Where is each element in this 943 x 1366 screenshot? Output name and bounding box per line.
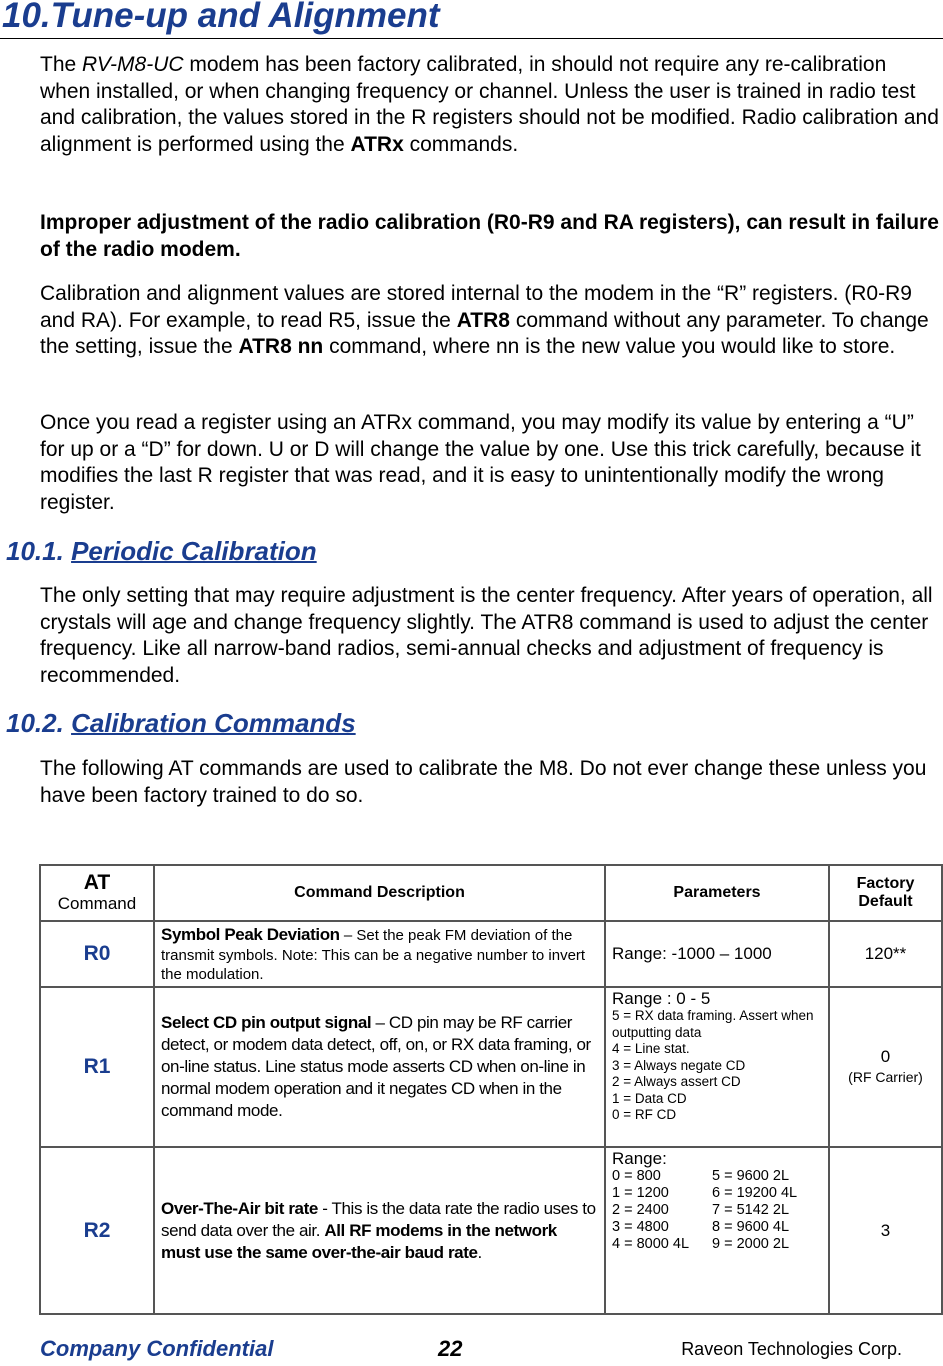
at-command: R1 [40, 987, 154, 1147]
commands-heading: 10.2. Calibration Commands [6, 708, 356, 738]
parameters: Range: 0 = 800 5 = 9600 2L 1 = 1200 6 = 19200 4L 2 = 2400 7 = 5142 2L 3 = 4800 8 = 9600 4L 4 = 8000 4L 9 = 2000 2L [605, 1147, 829, 1314]
periodic-paragraph: The only setting that may require adjustment is the center frequency. After years of operation, all crystals will age and change frequency slightly. The ATR8 command is used to adjust the center frequency. Like all narrow-band radios, semi-annual checks and adjustment of frequency is recommended. [40, 584, 933, 687]
footer-company: Raveon Technologies Corp. [681, 1339, 902, 1359]
table-row [40, 987, 942, 1147]
header-at: AT Command [40, 865, 154, 921]
command-description: Select CD pin output signal – CD pin may be RF carrier detect, or modem data detect, off, on, or RX data framing, or on-line status. Line status mode asserts CD when on-line in normal modem operation and it negates CD when in the command mode. [154, 987, 605, 1147]
table-row [40, 1147, 942, 1314]
calibration-table [39, 864, 943, 1315]
factory-default: 120** [829, 921, 942, 987]
register-paragraph: Calibration and alignment values are stored internal to the modem in the “R” registers. (R0-R9 and RA). For example, to read R5, issue the ATR8 command without any parameter. To change the setting, issue the ATR8 nn command, where nn is the new value you would like to store. [40, 282, 929, 358]
periodic-heading: 10.1. Periodic Calibration [6, 536, 317, 566]
footer-confidential: Company Confidential [40, 1336, 274, 1361]
updown-paragraph: Once you read a register using an ATRx command, you may modify its value by entering a “U” for up or a “D” for down. U or D will change the value by one. Use this trick carefully, because it modifies the last R register that was read, and it is easy to unintentionally modify the wrong register. [40, 411, 921, 514]
header-parameters: Parameters [605, 865, 829, 921]
section-heading: 10.Tune-up and Alignment [2, 0, 440, 35]
rate-list: 0 = 800 5 = 9600 2L 1 = 1200 6 = 19200 4L 2 = 2400 7 = 5142 2L 3 = 4800 8 = 9600 4L 4 = 8000 4L 9 = 2000 2L [612, 1168, 798, 1252]
at-command: R2 [40, 1147, 154, 1314]
page-footer [40, 1336, 902, 1366]
commands-paragraph: The following AT commands are used to calibrate the M8. Do not ever change these unless you have been factory trained to do so. [40, 757, 927, 807]
table-row [40, 921, 942, 987]
warning-paragraph: Improper adjustment of the radio calibration (R0-R9 and RA registers), can result in failure of the radio modem. [40, 211, 939, 261]
header-default: Factory Default [829, 865, 942, 921]
factory-default: 0 (RF Carrier) [829, 987, 942, 1147]
page-number: 22 [438, 1336, 463, 1361]
heading-rule [0, 38, 943, 39]
header-description: Command Description [154, 865, 605, 921]
at-command: R0 [40, 921, 154, 987]
factory-default: 3 [829, 1147, 942, 1314]
parameters: Range : 0 - 5 5 = RX data framing. Assert when outputting data 4 = Line stat. 3 = Always negate CD 2 = Always assert CD 1 = Data CD 0 = RF CD [605, 987, 829, 1147]
command-description: Over-The-Air bit rate - This is the data rate the radio uses to send data over the air. All RF modems in the network must use the same over-the-air baud rate. [154, 1147, 605, 1314]
table-header-row [40, 865, 942, 921]
intro-paragraph: The RV-M8-UC modem has been factory calibrated, in should not require any re-calibration when installed, or when changing frequency or channel. Unless the user is trained in radio test and calibration, the values stored in the R registers should not be modified. Radio calibration and alignment is performed using the ATRx commands. [40, 53, 939, 156]
parameters: Range: -1000 – 1000 [605, 921, 829, 987]
command-description: Symbol Peak Deviation – Set the peak FM deviation of the transmit symbols. Note: This can be a negative number to invert the modulation. [154, 921, 605, 987]
